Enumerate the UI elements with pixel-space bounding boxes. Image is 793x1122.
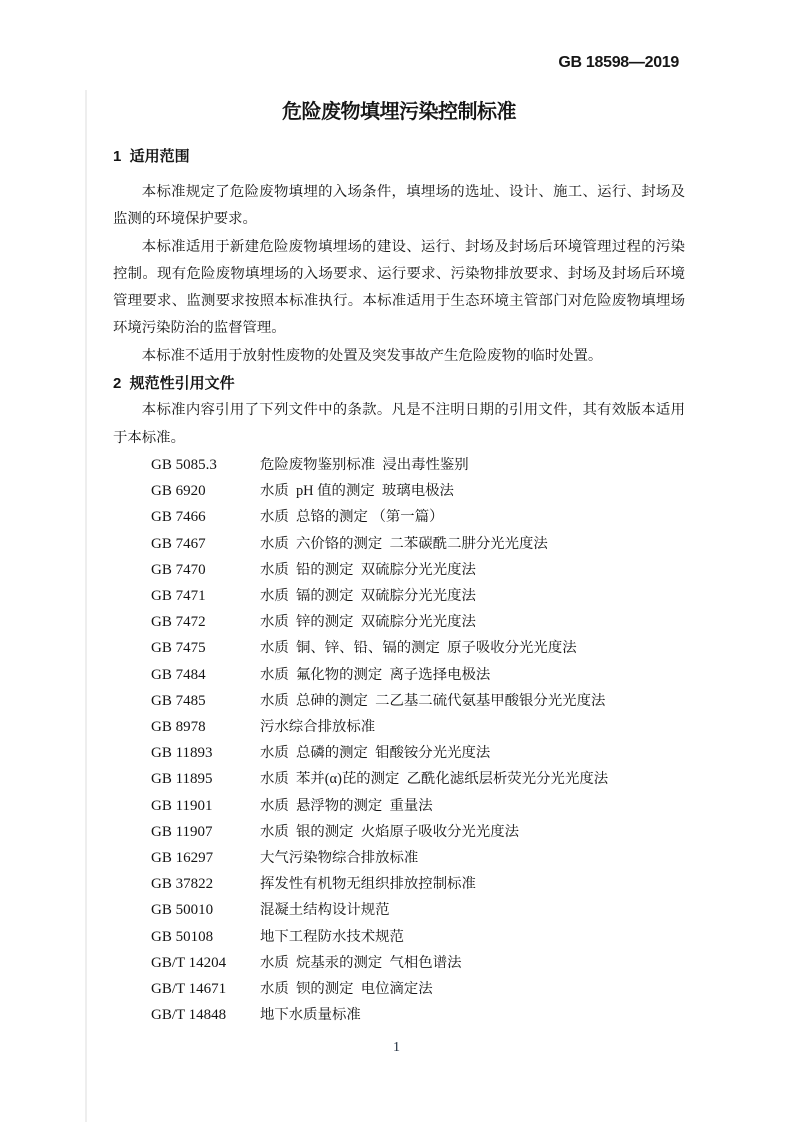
reference-code: GB 7472	[151, 614, 206, 631]
reference-row	[113, 793, 685, 819]
reference-title: 水质 pH 值的测定 玻璃电极法	[260, 483, 454, 500]
reference-title: 混凝土结构设计规范	[260, 902, 390, 919]
reference-code: GB/T 14671	[151, 981, 227, 998]
reference-title: 挥发性有机物无组织排放控制标准	[260, 876, 476, 893]
reference-row	[113, 766, 685, 792]
reference-row	[113, 714, 685, 740]
reference-title: 大气污染物综合排放标准	[260, 850, 419, 867]
reference-title: 水质 六价铬的测定 二苯碳酰二肼分光光度法	[260, 535, 548, 552]
reference-title: 水质 锌的测定 双硫腙分光光度法	[260, 614, 476, 631]
reference-code: GB 37822	[151, 876, 214, 893]
reference-row	[113, 845, 685, 871]
reference-title: 水质 银的测定 火焰原子吸收分光光度法	[260, 823, 520, 840]
paragraph-scope-1: 本标准规定了危险废物填埋的入场条件，填埋场的选址、设计、施工、运行、封场及监测的环境保护要求。	[113, 184, 685, 228]
references-list	[113, 452, 685, 1028]
reference-row	[113, 583, 685, 609]
reference-row	[113, 662, 685, 688]
reference-code: GB 7471	[151, 587, 206, 604]
reference-code: GB 50108	[151, 928, 214, 945]
scan-artifact-line	[85, 90, 87, 1122]
reference-code: GB 7467	[151, 535, 206, 552]
reference-code: GB 5085.3	[151, 456, 217, 473]
reference-code: GB 7485	[151, 692, 206, 709]
section-heading-scope: 1 适用范围	[113, 148, 190, 165]
reference-code: GB/T 14848	[151, 1007, 227, 1024]
reference-title: 水质 苯并(α)芘的测定 乙酰化滤纸层析荧光分光光度法	[260, 771, 609, 788]
reference-title: 水质 悬浮物的测定 重量法	[260, 797, 433, 814]
reference-code: GB 6920	[151, 483, 206, 500]
reference-code: GB 8978	[151, 719, 206, 735]
reference-title: 水质 总砷的测定 二乙基二硫代氨基甲酸银分光光度法	[260, 692, 606, 709]
reference-code: GB/T 14204	[151, 954, 227, 971]
reference-row	[113, 819, 685, 845]
reference-row	[113, 976, 685, 1002]
reference-title: 水质 镉的测定 双硫腙分光光度法	[260, 587, 476, 604]
reference-code: GB 11901	[151, 797, 213, 814]
paragraph-scope-2: 本标准适用于新建危险废物填埋场的建设、运行、封场及封场后环境管理过程的污染控制。现有危险废物填埋场的入场要求、运行要求、污染物排放要求、封场及封场后环境管理要求、监测要求按照本标准执行。本标准适用于生态环境主管部门对危险废物填埋场环境污染防治的监督管理。	[113, 238, 685, 337]
page-title: 危险废物填埋污染控制标准	[282, 101, 516, 123]
reference-code: GB 7470	[151, 561, 206, 578]
reference-title: 水质 烷基汞的测定 气相色谱法	[260, 954, 462, 971]
reference-code: GB 50010	[151, 902, 214, 919]
reference-title: 地下工程防水技术规范	[260, 928, 404, 945]
section-heading-references: 2 规范性引用文件	[113, 375, 235, 393]
reference-row	[113, 531, 685, 557]
reference-title: 水质 总磷的测定 钼酸铵分光光度法	[260, 745, 491, 762]
reference-row	[113, 609, 685, 635]
paragraph-references-intro: 本标准内容引用了下列文件中的条款。凡是不注明日期的引用文件，其有效版本适用于本标准。	[113, 402, 685, 446]
reference-row	[113, 897, 685, 923]
reference-title: 地下水质量标准	[260, 1007, 361, 1024]
doc-number: GB 18598—2019	[558, 54, 679, 71]
reference-title: 水质 总铬的测定 （第一篇）	[260, 509, 444, 526]
reference-row	[113, 504, 685, 530]
reference-row	[113, 950, 685, 976]
page-number: 1	[393, 1040, 400, 1055]
reference-title: 水质 钡的测定 电位滴定法	[260, 981, 433, 998]
reference-code: GB 11907	[151, 823, 213, 840]
reference-code: GB 7466	[151, 509, 206, 526]
reference-row	[113, 452, 685, 478]
reference-code: GB 16297	[151, 850, 214, 867]
reference-row	[113, 871, 685, 897]
reference-title: 危险废物鉴别标准 浸出毒性鉴别	[260, 456, 469, 473]
reference-row	[113, 557, 685, 583]
reference-code: GB 7484	[151, 666, 206, 683]
reference-code: GB 7475	[151, 640, 206, 657]
reference-title: 水质 氟化物的测定 离子选择电极法	[260, 666, 491, 683]
reference-title: 水质 铜、锌、铅、镉的测定 原子吸收分光光度法	[260, 640, 577, 657]
reference-title: 污水综合排放标准	[260, 719, 376, 735]
reference-row	[113, 924, 685, 950]
reference-row	[113, 1002, 685, 1028]
reference-row	[113, 688, 685, 714]
paragraph-scope-3: 本标准不适用于放射性废物的处置及突发事故产生危险废物的临时处置。	[141, 347, 603, 364]
reference-row	[113, 635, 685, 661]
reference-code: GB 11895	[151, 771, 213, 788]
scope-paragraphs	[113, 179, 685, 370]
reference-title: 水质 铅的测定 双硫腙分光光度法	[260, 561, 476, 578]
reference-code: GB 11893	[151, 745, 213, 762]
reference-row	[113, 740, 685, 766]
reference-row	[113, 478, 685, 504]
